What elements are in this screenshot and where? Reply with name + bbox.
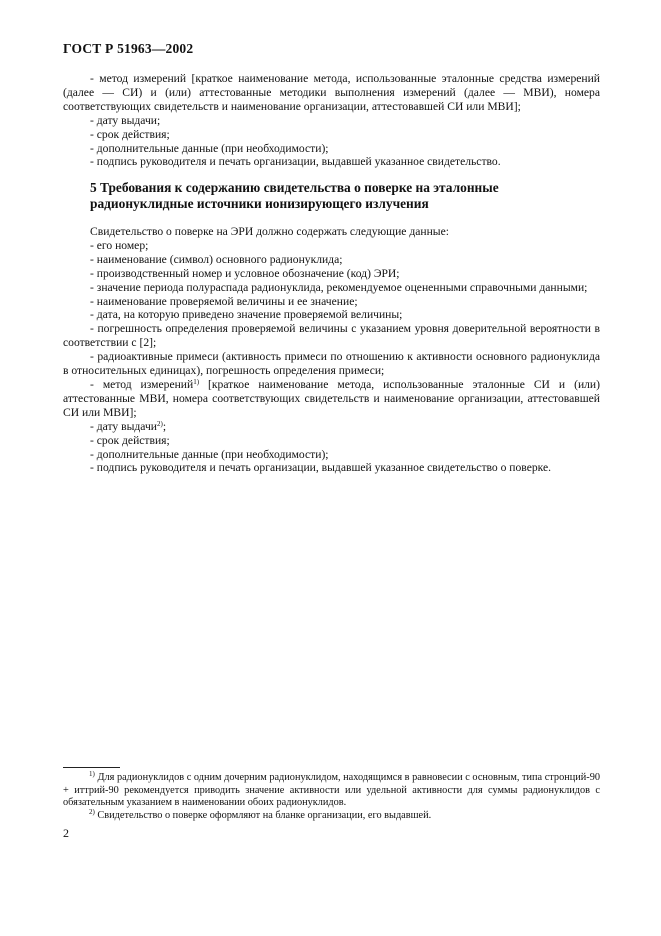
footnote-1 (63, 772, 600, 810)
footnote-text: Для радионуклидов с одним дочерним радионуклидом, находящимся в равновесии с основным, типа стронций-90 + иттрий-90 рекомендуется приводить значение активности или удельной активности для суммы радионуклидов с обязательным указанием в наименовании обоих радионуклидов. (63, 772, 600, 809)
footnote-mark: 1) (89, 770, 95, 778)
list-item: - производственный номер и условное обозначение (код) ЭРИ; (90, 266, 400, 280)
list-item: - значение периода полураспада радионуклида, рекомендуемое оцененными справочными данными; (90, 280, 588, 294)
list-item: - дату выдачи; (90, 113, 161, 127)
footnote-mark: 2) (89, 807, 95, 816)
list-item: - подпись руководителя и печать организации, выдавшей указанное свидетельство. (90, 155, 501, 169)
section-5-heading: 5 Требования к содержанию свидетельства о поверке на эталонные радионуклидные источники ионизирующего излучения (90, 180, 499, 211)
list-item: - наименование проверяемой величины и ее значение; (90, 294, 358, 308)
list-top (63, 72, 600, 169)
list-item: - погрешность определения проверяемой величины с указанием уровня доверительной вероятности в соответствии с [2]; (63, 322, 600, 350)
list-item-date (63, 420, 600, 434)
list-item: - дополнительные данные (при необходимости); (90, 141, 329, 155)
list-item: - подпись руководителя и печать организации, выдавшей указанное свидетельство о поверке. (90, 461, 552, 475)
section-intro: Свидетельство о поверке на ЭРИ должно содержать следующие данные: (90, 225, 449, 238)
page-number: 2 (63, 826, 69, 840)
list-item-method (63, 378, 600, 420)
list-item: - метод измерений [краткое наименование метода, использованные эталонные средства измерений (далее — СИ) и (или) аттестованные методики выполнения измерений (далее — МВИ), номера соответствующих свидетельств и наименование организации, аттестовавшей СИ или МВИ]; (63, 72, 600, 113)
section-5-body (63, 225, 600, 475)
list-item: - срок действия; (90, 433, 170, 447)
list-item: - дополнительные данные (при необходимости); (90, 447, 329, 461)
footnote-ref-1: 1) (193, 377, 200, 386)
footnote-text: Свидетельство о поверке оформляют на бланке организации, его выдавшей. (94, 809, 432, 821)
footnote-ref-2: 2) (157, 419, 163, 428)
date-text-b: ; (162, 419, 167, 433)
footnotes (63, 772, 600, 822)
list-item: - срок действия; (90, 127, 170, 141)
list-item: - наименование (символ) основного радионуклида; (90, 252, 343, 266)
date-text-a: - дату выдачи (90, 419, 157, 433)
footnote-divider (63, 767, 120, 768)
list-item: - его номер; (90, 238, 149, 252)
list-item: - дата, на которую приведено значение проверяемой величины; (90, 308, 403, 322)
footnote-2 (63, 807, 600, 823)
list-item: - радиоактивные примеси (активность примеси по отношению к активности основного радионуклида в относительных единицах), погрешность определения примеси; (63, 350, 600, 378)
standard-header: ГОСТ Р 51963—2002 (63, 41, 194, 56)
method-text-b: [краткое наименование метода, использованные эталонные СИ и (или) аттестованные МВИ, номера соответствующих свидетельств и наименование организации, аттестовавшей СИ или МВИ]; (63, 377, 600, 419)
method-text-a: - метод измерений (90, 377, 194, 391)
